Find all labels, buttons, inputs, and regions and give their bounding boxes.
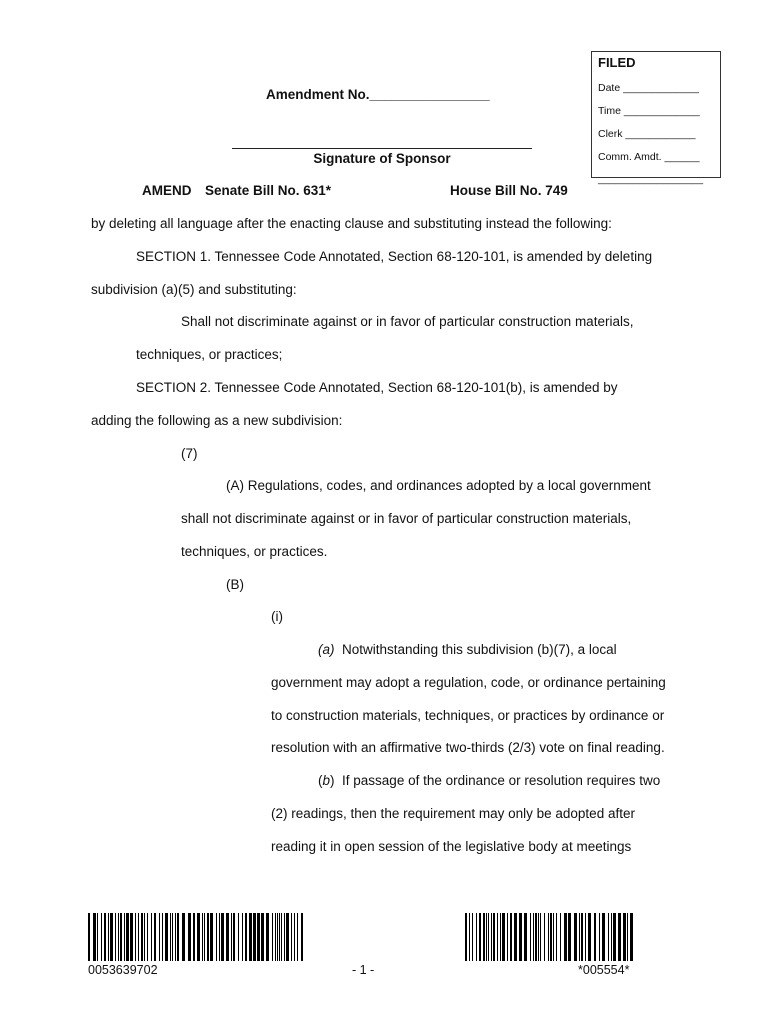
left-barcode-number: 0053639702 — [88, 963, 158, 977]
right-barcode — [465, 913, 635, 961]
section-1-line-1: SECTION 1. Tennessee Code Annotated, Section 68-120-101, is amended by deleting — [136, 249, 653, 264]
senate-bill-number: Senate Bill No. 631* — [205, 183, 332, 198]
section-2-line-2: adding the following as a new subdivision: — [91, 413, 343, 428]
item-a-text: Notwithstanding this subdivision (b)(7), a local — [342, 642, 617, 657]
subdivision-b-label: (B) — [226, 577, 244, 592]
subdivision-a-line-2: shall not discriminate against or in favor of particular construction materials, — [181, 511, 632, 526]
item-b-text: If passage of the ordinance or resolution requires two — [342, 773, 661, 788]
barcode-bar — [301, 913, 303, 961]
filed-stamp-box — [591, 51, 721, 185]
amend-label: AMEND — [142, 183, 192, 198]
item-b-line-3: reading it in open session of the legislative body at meetings — [271, 839, 632, 854]
item-a-line-1 — [318, 642, 617, 658]
subdivision-a-line-3: techniques, or practices. — [181, 544, 328, 559]
section-2-line-1: SECTION 2. Tennessee Code Annotated, Section 68-120-101(b), is amended by — [136, 380, 618, 395]
filed-comm-amdt-row: Comm. Amdt. ______ — [598, 151, 700, 163]
page-number: - 1 - — [352, 963, 375, 977]
subdivision-i-label: (i) — [271, 609, 283, 624]
item-b-open-paren: ( — [318, 773, 323, 788]
filed-date-row: Date _____________ — [598, 82, 700, 94]
item-b-line-2: (2) readings, then the requirement may only be adopted after — [271, 806, 635, 821]
item-a-line-4: resolution with an affirmative two-thirds (2/3) vote on final reading. — [271, 740, 665, 755]
intro-text: by deleting all language after the enacting clause and substituting instead the following: — [91, 216, 612, 231]
left-barcode — [88, 913, 303, 961]
house-bill-number: House Bill No. 749 — [450, 183, 568, 198]
filed-time-row: Time _____________ — [598, 105, 700, 117]
item-b-label: b — [322, 773, 331, 788]
filed-clerk-row: Clerk ____________ — [598, 128, 696, 140]
barcode-gap — [633, 913, 635, 961]
item-a-line-3: to construction materials, techniques, or practices by ordinance or — [271, 708, 665, 723]
signature-line — [232, 148, 532, 149]
item-a-label: (a) — [318, 642, 335, 657]
amendment-number-field: Amendment No.________________ — [266, 87, 490, 102]
item-b-close-paren: ) — [330, 773, 335, 788]
section-1-quote-line-2: techniques, or practices; — [136, 347, 283, 362]
filed-title: FILED — [598, 55, 636, 70]
section-1-quote-line-1: Shall not discriminate against or in favor of particular construction materials, — [181, 314, 634, 329]
item-a-line-2: government may adopt a regulation, code, or ordinance pertaining — [271, 675, 666, 690]
subdivision-a-line-1: (A) Regulations, codes, and ordinances adopted by a local government — [226, 478, 651, 493]
item-b-line-1 — [318, 773, 660, 789]
filed-blank-line: __________________ — [598, 173, 704, 185]
signature-label: Signature of Sponsor — [313, 151, 451, 166]
subdivision-7-label: (7) — [181, 446, 198, 461]
section-1-line-2: subdivision (a)(5) and substituting: — [91, 282, 297, 297]
right-barcode-number: *005554* — [578, 963, 630, 977]
